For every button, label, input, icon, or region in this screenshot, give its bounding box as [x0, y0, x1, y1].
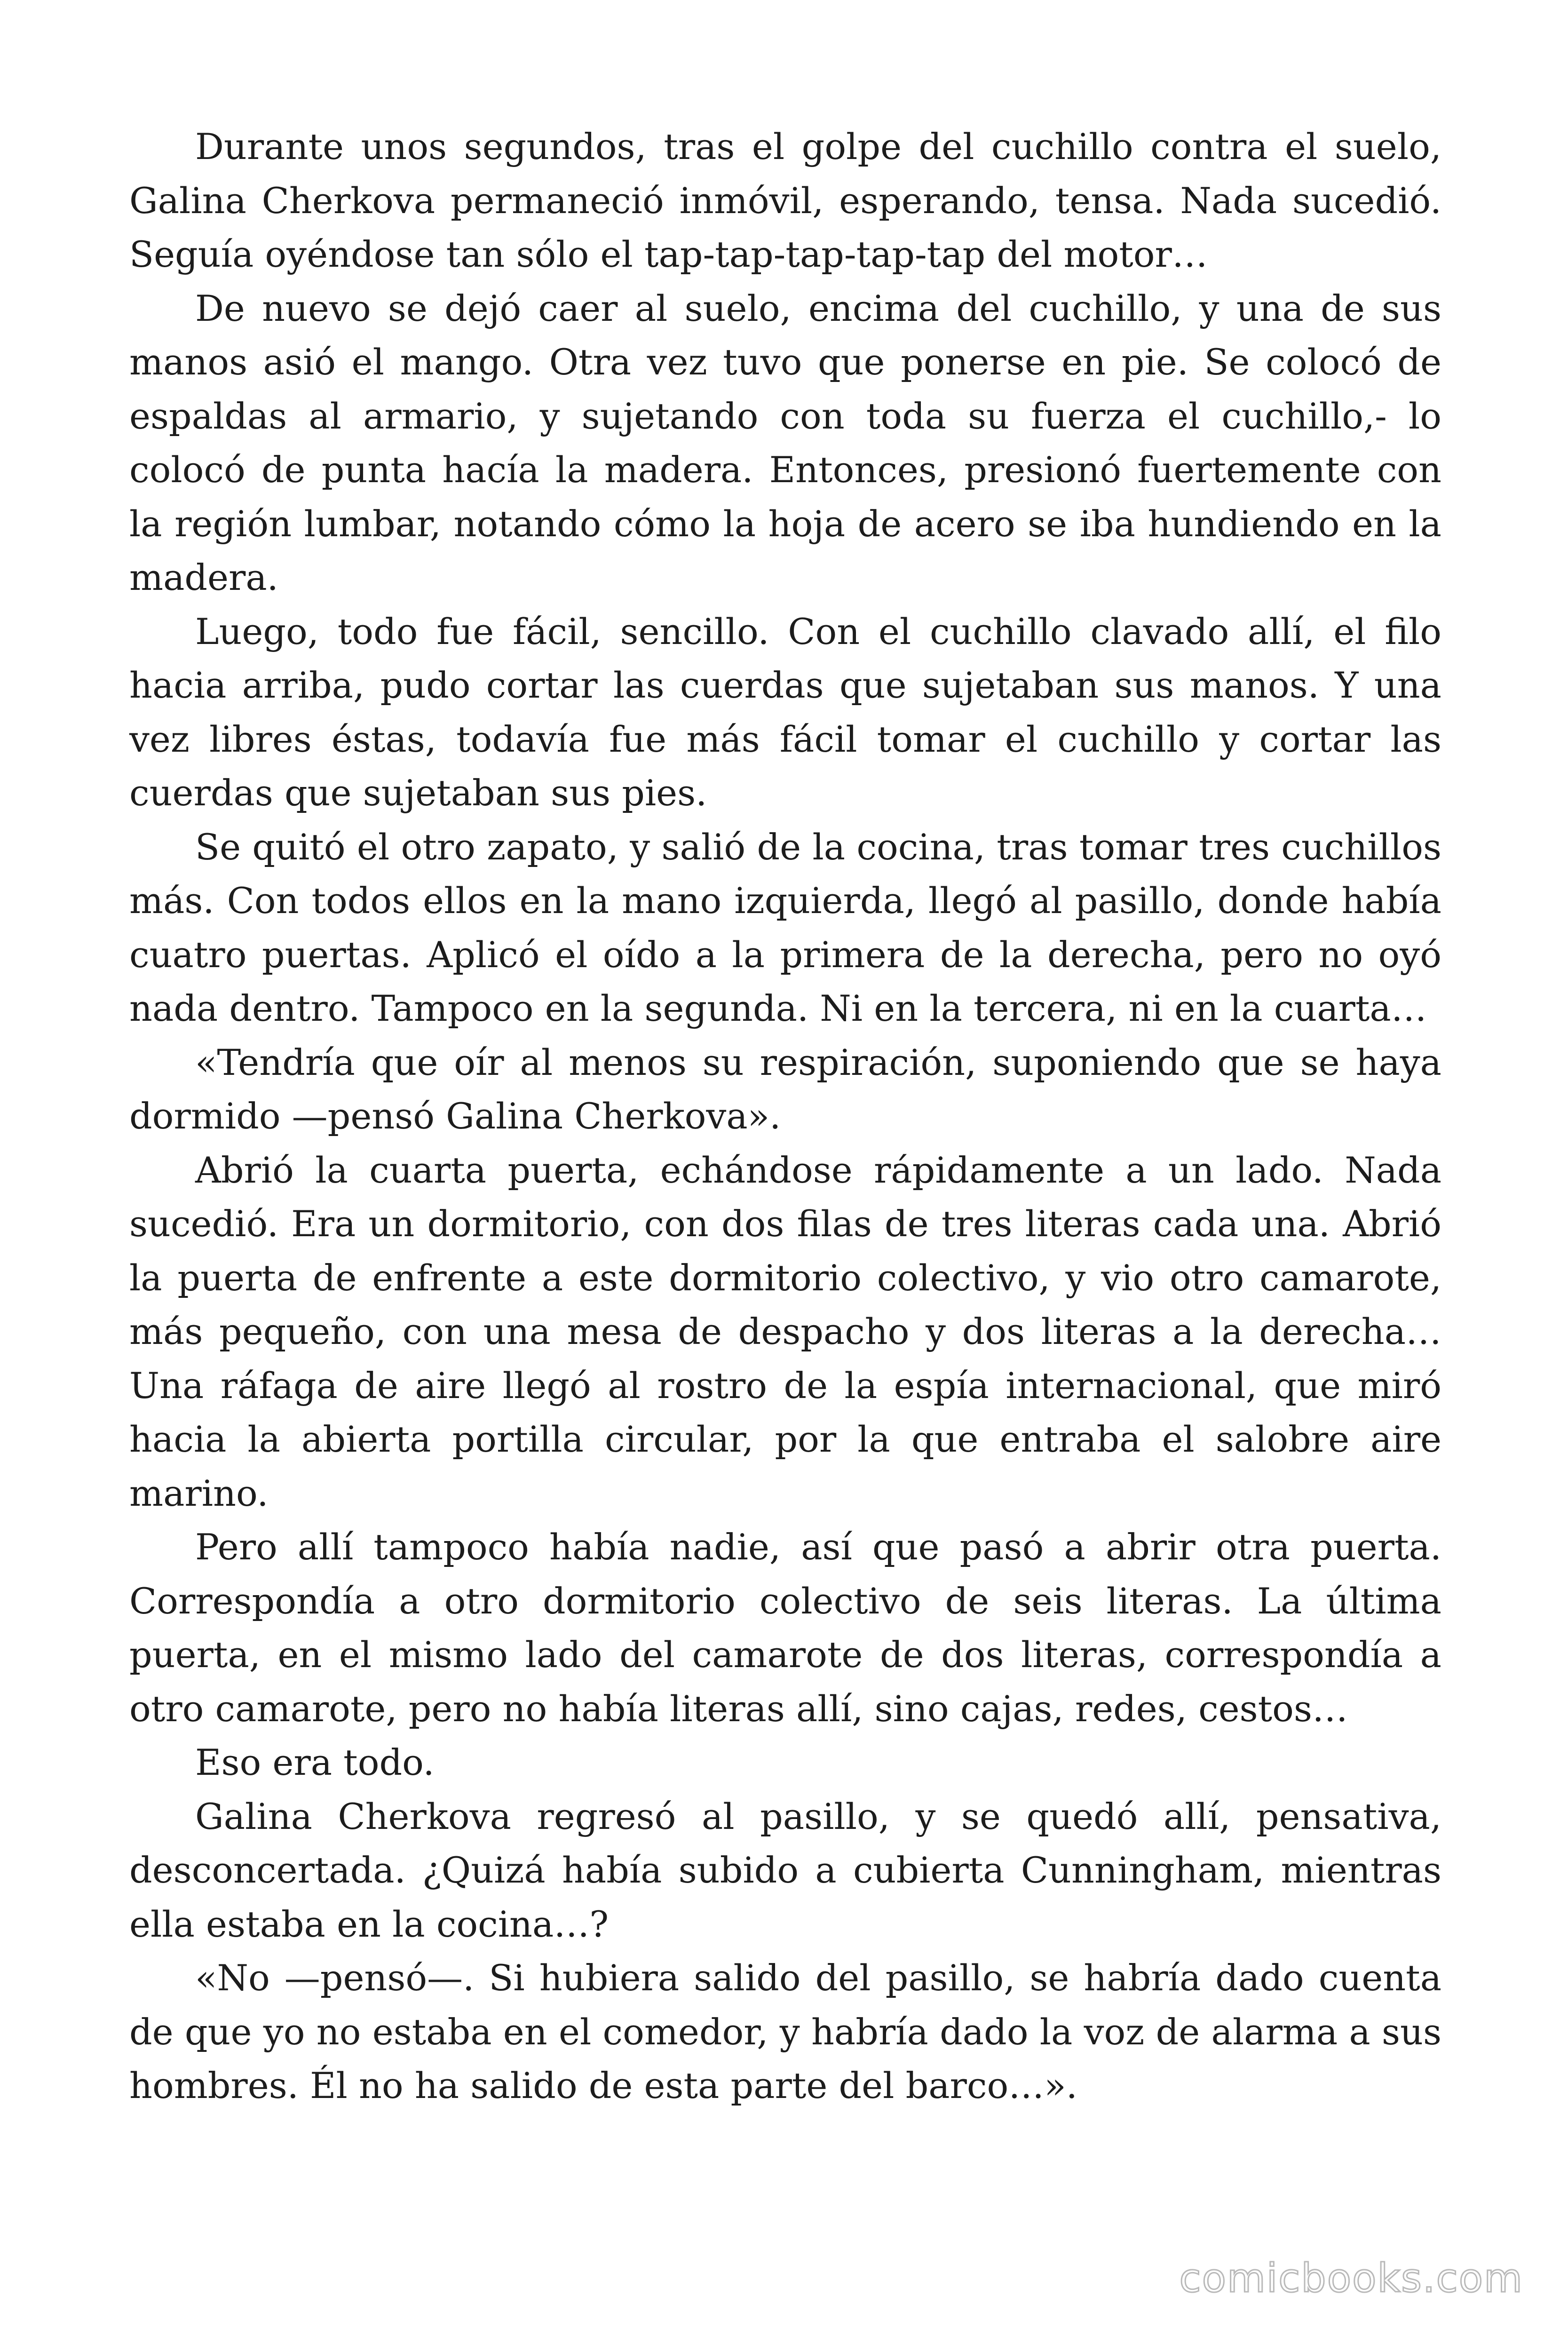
- paragraph: Eso era todo.: [195, 1741, 435, 1783]
- page-body: [129, 120, 1441, 2199]
- paragraph: Abrió la cuarta puerta, echándose rápidamente a un lado. Nada sucedió. Era un dormitorio, con dos filas de tres literas cada una. Abrió la puerta de enfrente a este dormitorio colectivo, y vio otro camarote, más pequeño, con una mesa de despacho y dos literas a la derecha… Una ráfaga de aire llegó al rostro de la espía internacional, que miró hacia la abierta portilla circular, por la que entraba el salobre aire marino.: [129, 1149, 1441, 1514]
- paragraph: Galina Cherkova regresó al pasillo, y se quedó allí, pensativa, desconcertada. ¿Quizá había subido a cubierta Cunningham, mientras ella estaba en la cocina…?: [129, 1795, 1441, 1945]
- paragraph: Durante unos segundos, tras el golpe del cuchillo contra el suelo, Galina Cherkova permaneció inmóvil, esperando, tensa. Nada sucedió. Seguía oyéndose tan sólo el tap-tap-tap-tap-tap del motor…: [129, 126, 1441, 275]
- paragraph: Se quitó el otro zapato, y salió de la cocina, tras tomar tres cuchillos más. Con todos ellos en la mano izquierda, llegó al pasillo, donde había cuatro puertas. Aplicó el oído a la primera de la derecha, pero no oyó nada dentro. Tampoco en la segunda. Ni en la tercera, ni en la cuarta…: [129, 826, 1441, 1029]
- paragraph: De nuevo se dejó caer al suelo, encima del cuchillo, y una de sus manos asió el mango. Otra vez tuvo que ponerse en pie. Se colocó de espaldas al armario, y sujetando con toda su fuerza el cuchillo,- lo colocó de punta hacía la madera. Entonces, presionó fuertemente con la región lumbar, notando cómo la hoja de acero se iba hundiendo en la madera.: [129, 287, 1441, 598]
- watermark: comicbooks.com: [1179, 2255, 1523, 2301]
- paragraph: Luego, todo fue fácil, sencillo. Con el cuchillo clavado allí, el filo hacia arriba, pudo cortar las cuerdas que sujetaban sus manos. Y una vez libres éstas, todavía fue más fácil tomar el cuchillo y cortar las cuerdas que sujetaban sus pies.: [129, 610, 1441, 814]
- paragraph: «No —pensó—. Si hubiera salido del pasillo, se habría dado cuenta de que yo no estaba en el comedor, y habría dado la voz de alarma a sus hombres. Él no ha salido de esta parte del barco…».: [129, 1957, 1441, 2106]
- paragraph: Pero allí tampoco había nadie, así que pasó a abrir otra puerta. Correspondía a otro dormitorio colectivo de seis literas. La última puerta, en el mismo lado del camarote de dos literas, correspondía a otro camarote, pero no había literas allí, sino cajas, redes, cestos…: [129, 1526, 1441, 1730]
- paragraph: «Tendría que oír al menos su respiración, suponiendo que se haya dormido —pensó Galina Cherkova».: [129, 1041, 1441, 1137]
